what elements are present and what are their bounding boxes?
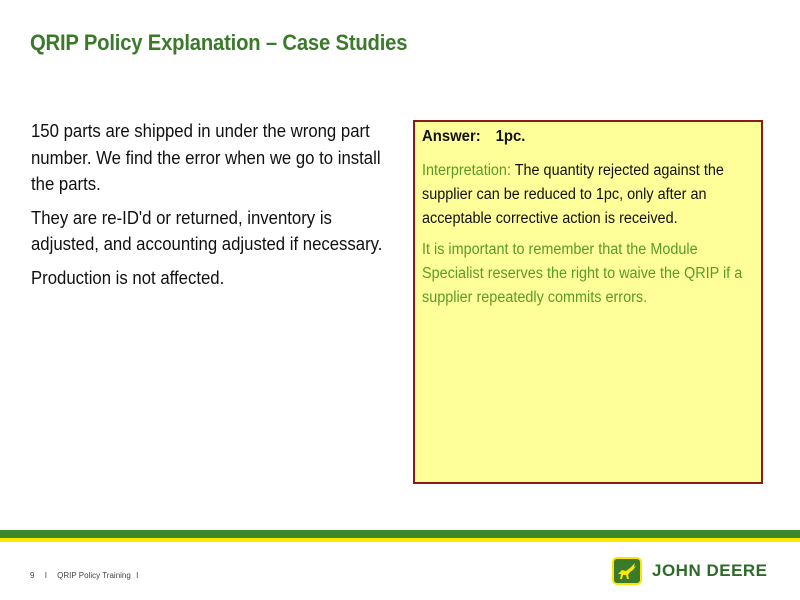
answer-label: Answer: [422, 128, 481, 145]
deer-logo-icon [612, 557, 642, 585]
footer-separator: I [44, 571, 47, 580]
interpretation-label: Interpretation: [422, 162, 511, 179]
footer-green-bar [0, 530, 800, 538]
footer-info [30, 571, 146, 580]
case-paragraph-1: 150 parts are shipped in under the wrong part number. We find the error when we go to install the parts. [31, 121, 381, 194]
case-paragraph-2: They are re-ID'd or returned, inventory is adjusted, and accounting adjusted if necessary. [31, 207, 383, 254]
footer-doc-title: QRIP Policy Training [57, 571, 131, 580]
answer-value: 1pc. [495, 128, 526, 145]
brand-logo [612, 556, 768, 586]
slide-title: QRIP Policy Explanation – Case Studies [30, 30, 408, 55]
answer-box [413, 120, 763, 484]
case-description [31, 118, 401, 298]
brand-wordmark: JOHN DEERE [652, 561, 768, 580]
page-number: 9 [30, 571, 35, 580]
interpretation-paragraph [422, 159, 757, 231]
footer-separator-end: I [136, 571, 139, 580]
waiver-note: It is important to remember that the Module Specialist reserves the right to waive the QRIP if a supplier repeatedly commits errors. [422, 241, 743, 306]
answer-line [422, 128, 731, 146]
interpretation-text: The quantity rejected against the supplier can be reduced to 1pc, only after an acceptable corrective action is received. [422, 162, 724, 227]
footer-yellow-bar [0, 538, 800, 542]
case-paragraph-3: Production is not affected. [31, 267, 225, 288]
